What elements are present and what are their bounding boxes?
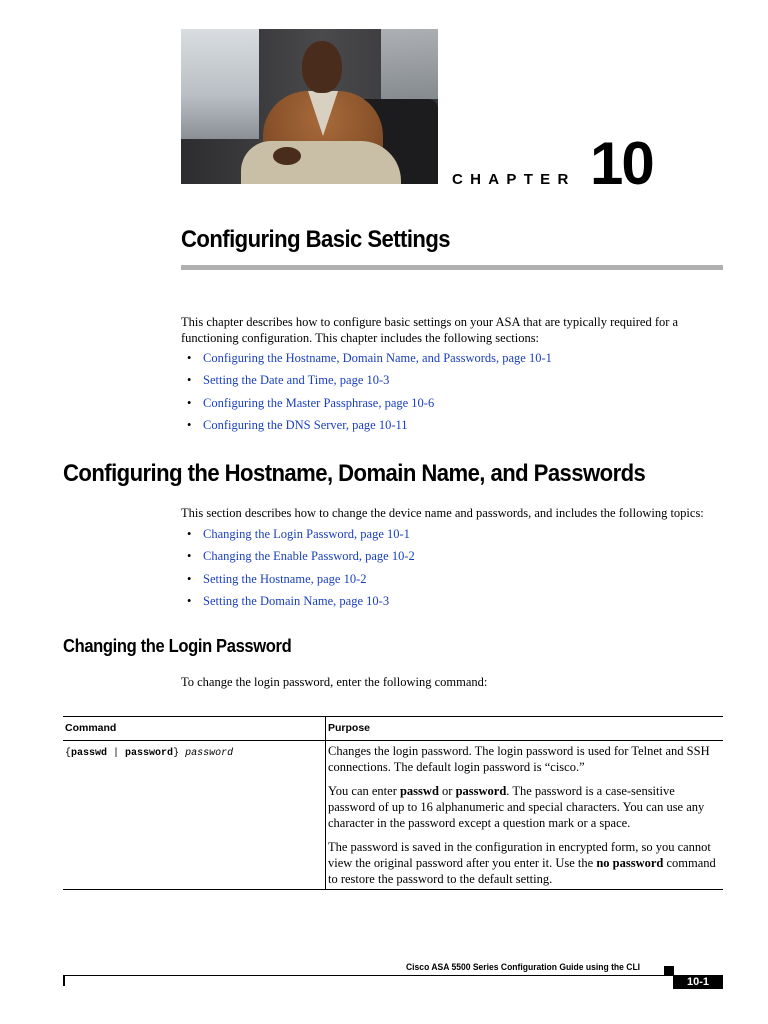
list-item[interactable] (181, 372, 726, 394)
chapter-label: CHAPTER (452, 171, 576, 188)
subsection-heading: Changing the Login Password (63, 636, 292, 656)
footer-guide-title: Cisco ASA 5500 Series Configuration Guide using the CLI (405, 962, 640, 973)
list-item[interactable] (181, 350, 726, 372)
purpose-cell (326, 741, 724, 782)
chapter-title: Configuring Basic Settings (181, 226, 451, 253)
list-item[interactable] (181, 571, 726, 593)
command-table (63, 716, 723, 890)
column-header-command: Command (63, 717, 326, 741)
section-link[interactable]: Configuring the Master Passphrase, page 10-6 (203, 395, 435, 410)
topic-link[interactable]: Setting the Domain Name, page 10-3 (203, 593, 390, 608)
section-description: This section describes how to change the device name and passwords, and includes the following topics: (181, 506, 704, 520)
list-item[interactable] (181, 526, 726, 548)
section-link[interactable]: Configuring the DNS Server, page 10-11 (203, 417, 408, 432)
page-number: 10-1 (673, 975, 723, 989)
chapter-section-list (181, 350, 726, 439)
chapter-photo (181, 29, 438, 184)
command-cell (63, 741, 326, 782)
section-link[interactable]: Setting the Date and Time, page 10-3 (203, 373, 390, 388)
section-link[interactable]: Configuring the Hostname, Domain Name, and Passwords, page 10-1 (203, 351, 552, 365)
topic-list (181, 526, 726, 615)
footer-tick (63, 975, 65, 986)
footer-rule (63, 975, 723, 976)
purpose-text: Changes the login password. The login password is used for Telnet and SSH connections. The default login password is “cisco.” (328, 744, 710, 774)
topic-link[interactable]: Setting the Hostname, page 10-2 (203, 571, 367, 586)
column-header-purpose: Purpose (326, 717, 724, 741)
list-item[interactable] (181, 417, 726, 439)
title-rule (181, 265, 723, 270)
list-item[interactable] (181, 593, 726, 615)
list-item[interactable] (181, 548, 726, 570)
command-intro: To change the login password, enter the following command: (181, 675, 488, 689)
topic-link[interactable]: Changing the Login Password, page 10-1 (203, 527, 410, 541)
list-item[interactable] (181, 395, 726, 417)
section-heading: Configuring the Hostname, Domain Name, and Passwords (63, 460, 646, 487)
table-row (63, 781, 723, 837)
purpose-cell (326, 781, 724, 837)
footer-marker (664, 966, 674, 975)
purpose-text: You can enter passwd or password. The password is a case-sensitive password of up to 16 alphanumeric and special characters. You can use any character in the password except a question mark or a space. (328, 784, 705, 830)
intro-paragraph: This chapter describes how to configure basic settings on your ASA that are typically required for a functioning configuration. This chapter includes the following sections: (181, 315, 679, 345)
table-row (63, 741, 723, 782)
purpose-cell (326, 837, 724, 890)
topic-link[interactable]: Changing the Enable Password, page 10-2 (203, 549, 415, 564)
table-row (63, 837, 723, 890)
purpose-text: The password is saved in the configuration in encrypted form, so you cannot view the original password after you enter it. Use the no password command to restore the password to the default setting. (328, 840, 716, 886)
chapter-number: 10 (590, 130, 653, 197)
command-syntax: {passwd | password} password (65, 748, 234, 759)
